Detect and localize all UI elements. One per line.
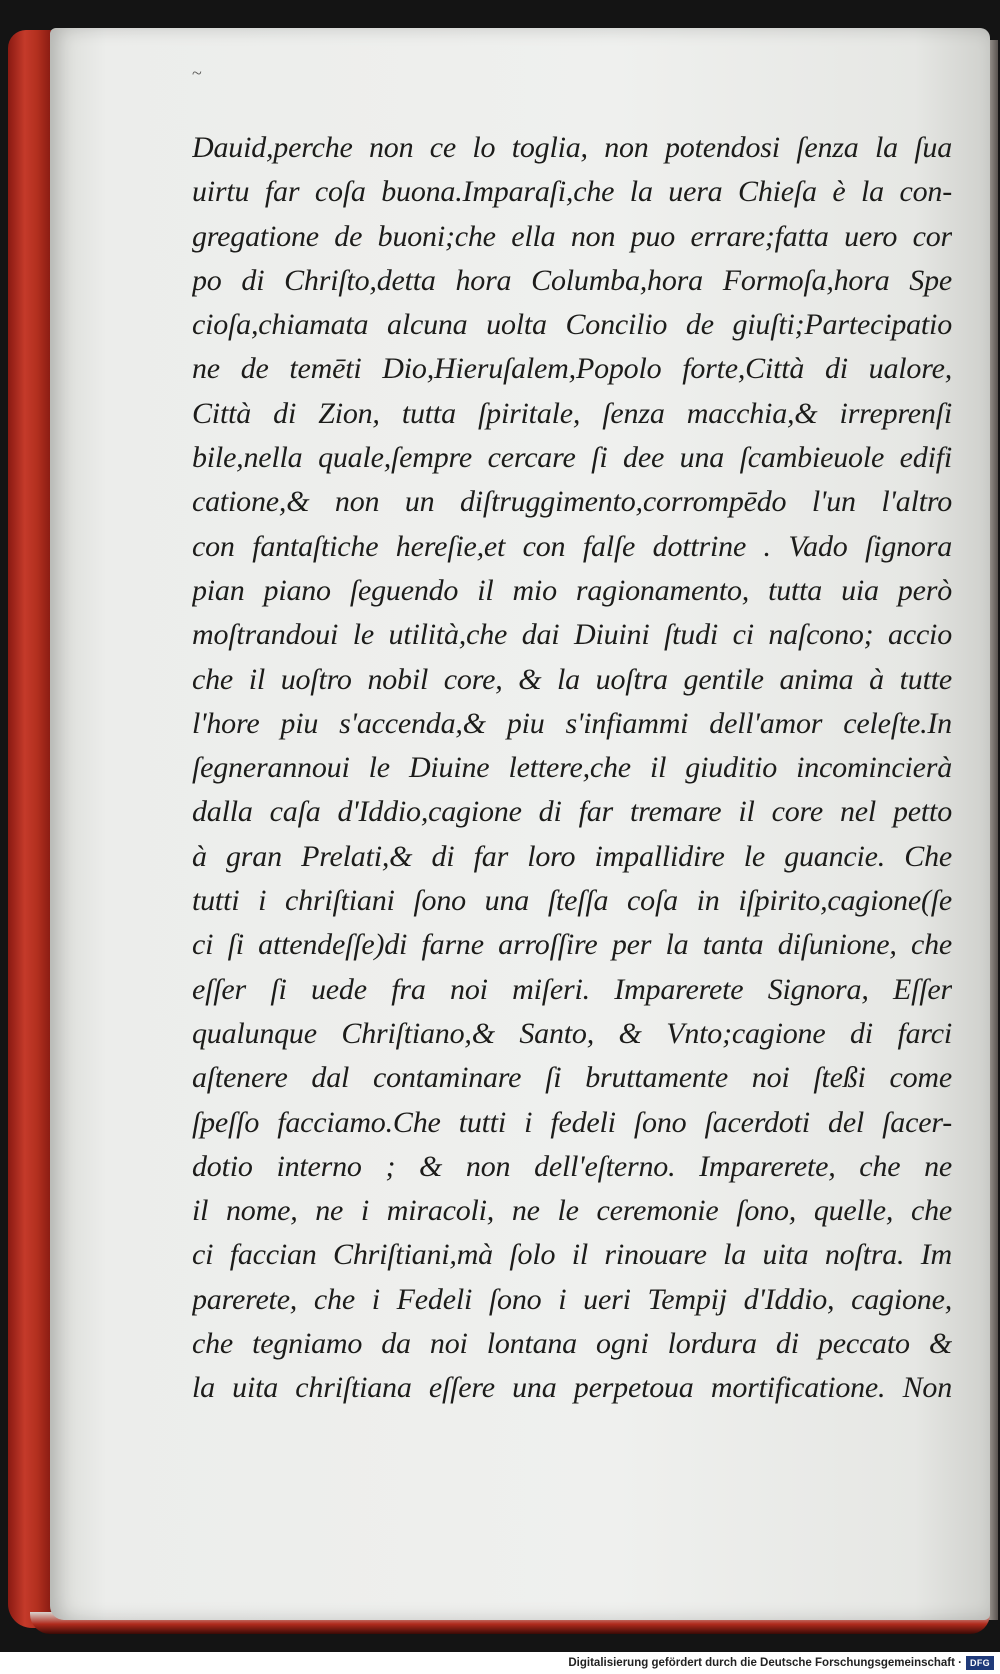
text-line: ci faccian Chriſtiani,mà ſolo il rinouare la uita noſtra. Im bbox=[192, 1238, 952, 1272]
text-line: à gran Prelati,& di far loro impallidire le guancie. Che bbox=[192, 839, 952, 873]
text-line: dalla caſa d'Iddio,cagione di far tremare il core nel petto bbox=[192, 795, 952, 829]
text-line: moſtrandoui le utilità,che dai Diuini ſtudi ci naſcono; accio bbox=[192, 618, 952, 652]
text-line: con fantaſtiche hereſie,et con falſe dottrine . Vado ſignora bbox=[192, 529, 952, 563]
text-line: eſſer ſi uede fra noi miſeri. Imparerete Signora, Eſſer bbox=[192, 972, 952, 1006]
text-line: ne de temēti Dio,Hieruſalem,Popolo forte,Città di ualore, bbox=[192, 352, 952, 386]
red-page-edge-left bbox=[8, 30, 56, 1628]
text-line: po di Chriſto,detta hora Columba,hora Formoſa,hora Spe bbox=[192, 263, 952, 297]
text-line: catione,& non un diſtruggimento,corrompēdo l'un l'altro bbox=[192, 485, 952, 519]
ink-smudge-mark: ~ bbox=[192, 63, 202, 83]
text-line: tutti i chriſtiani ſono una ſteſſa coſa in iſpirito,cagione(ſe bbox=[192, 884, 952, 918]
text-line: uirtu far coſa buona.Imparaſi,che la uera Chieſa è la con- bbox=[192, 175, 952, 209]
text-line: aſtenere dal contaminare ſi bruttamente noi ſteßi come bbox=[192, 1061, 952, 1095]
text-line: Città di Zion, tutta ſpiritale, ſenza macchia,& irreprenſi bbox=[192, 396, 952, 430]
text-line: dotio interno ; & non dell'eſterno. Imparerete, che ne bbox=[192, 1149, 952, 1183]
text-line: l'hore piu s'accenda,& piu s'infiammi dell'amor celeſte.In bbox=[192, 706, 952, 740]
text-line: che tegniamo da noi lontana ogni lordura di peccato & bbox=[192, 1327, 952, 1361]
text-line: parerete, che i Fedeli ſono i ueri Tempij d'Iddio, cagione, bbox=[192, 1282, 952, 1316]
text-line: cioſa,chiamata alcuna uolta Concilio de giuſti;Partecipatio bbox=[192, 308, 952, 342]
text-line: bile,nella quale,ſempre cercare ſi dee una ſcambieuole edifi bbox=[192, 441, 952, 475]
dfg-logo-icon: DFG bbox=[966, 1656, 994, 1670]
dfg-credit-text: Digitalisierung gefördert durch die Deutsche Forschungsgemeinschaft · bbox=[568, 1657, 962, 1669]
text-line: ci ſi attendeſſe)di farne arroſſire per la tanta diſunione, che bbox=[192, 928, 952, 962]
text-line: che il uoſtro nobil core, & la uoſtra gentile anima à tutte bbox=[192, 662, 952, 696]
text-line: ſegnerannoui le Diuine lettere,che il giuditio incomincierà bbox=[192, 751, 952, 785]
text-line: la uita chriſtiana eſſere una perpetoua mortificatione. Non bbox=[192, 1371, 952, 1405]
text-line: gregatione de buoni;che ella non puo errare;fatta uero cor bbox=[192, 219, 952, 253]
text-line: ſpeſſo facciamo.Che tutti i fedeli ſono ſacerdoti del ſacer- bbox=[192, 1105, 952, 1139]
body-text bbox=[192, 126, 952, 1411]
text-line: qualunque Chriſtiano,& Santo, & Vnto;cagione di farci bbox=[192, 1016, 952, 1050]
digitization-footer bbox=[0, 1652, 1000, 1674]
text-line: il nome, ne i miracoli, ne le ceremonie ſono, quelle, che bbox=[192, 1194, 952, 1228]
text-line: pian piano ſeguendo il mio ragionamento, tutta uia però bbox=[192, 573, 952, 607]
text-line: Dauid,perche non ce lo toglia, non potendosi ſenza la ſua bbox=[192, 131, 952, 164]
